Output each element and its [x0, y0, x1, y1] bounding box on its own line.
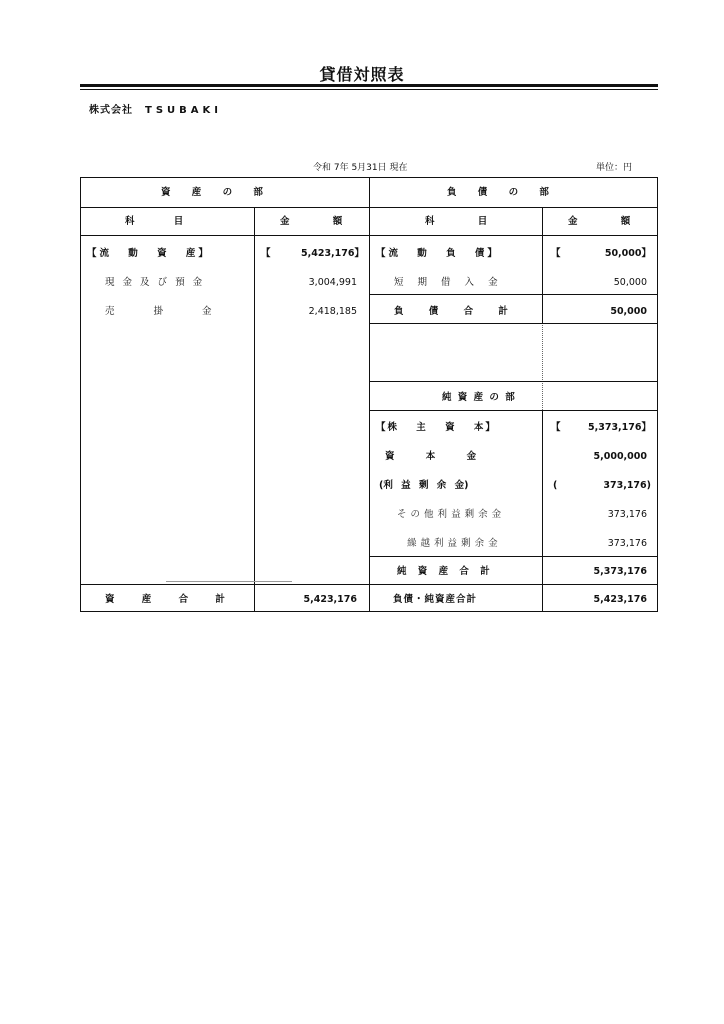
liab-amount-divider — [542, 207, 543, 323]
company-type: 株式会社 — [89, 105, 133, 116]
liabilities-section-header: 負 債 の 部 — [447, 187, 558, 198]
grand-total-rule — [81, 584, 657, 585]
other-retained-earnings-value: 373,176 — [607, 509, 647, 520]
current-liabilities-label: 【流 動 負 債】 — [376, 248, 500, 259]
asset-item-value: 3,004,991 — [308, 277, 357, 288]
liab-total-rule — [369, 323, 657, 324]
liability-item-label: 短 期 借 入 金 — [394, 277, 499, 288]
company-name — [89, 101, 222, 116]
current-assets-value: 5,423,176】 — [301, 248, 364, 259]
assets-total-label: 資 産 合 計 — [105, 594, 225, 605]
net-total-rule — [369, 556, 657, 557]
subheader-rule — [81, 235, 657, 236]
net-section-top — [369, 381, 657, 382]
center-divider — [369, 178, 370, 611]
carried-forward-earnings-value: 373,176 — [607, 538, 647, 549]
grand-total-value: 5,423,176 — [593, 594, 647, 605]
header-rule — [81, 207, 657, 208]
carried-forward-earnings-label: 繰 越 利 益 剰 余 金 — [407, 538, 498, 549]
liab-account-header: 科 目 — [425, 216, 488, 227]
liabilities-total-value: 50,000 — [610, 306, 647, 317]
shareholders-equity-value: 5,373,176】 — [588, 422, 651, 433]
shareholders-equity-bracket: 【 — [551, 422, 561, 433]
net-assets-total-label: 純 資 産 合 計 — [397, 566, 490, 577]
liabilities-total-label: 負 債 合 計 — [394, 306, 508, 317]
current-assets-label: 【流 動 資 産】 — [87, 248, 211, 259]
asset-item-label: 現 金 及 び 預 金 — [105, 277, 204, 288]
assets-amount-header: 金 額 — [280, 216, 343, 227]
current-assets-bracket: 【 — [261, 248, 271, 259]
document-title: 貸借対照表 — [319, 65, 405, 84]
report-date: 令和 7年 5月31日 現在 — [313, 163, 408, 173]
asset-item-value: 2,418,185 — [308, 306, 357, 317]
net-assets-section-header: 純 資 産 の 部 — [442, 392, 515, 403]
asset-item-label: 売 掛 金 — [105, 306, 212, 317]
liability-item-value: 50,000 — [613, 277, 647, 288]
net-assets-total-value: 5,373,176 — [593, 566, 647, 577]
net-section-header-rule — [369, 410, 657, 411]
other-retained-earnings-label: そ の 他 利 益 剰 余 金 — [397, 509, 502, 520]
shareholders-equity-label: 【株 主 資 本】 — [376, 422, 497, 433]
assets-section-header: 資 産 の 部 — [161, 187, 272, 198]
balance-sheet-table — [80, 177, 658, 612]
retained-earnings-bracket: ( — [553, 480, 558, 491]
current-liabilities-bracket: 【 — [551, 248, 561, 259]
liab-item-rule — [369, 294, 657, 295]
current-liabilities-value: 50,000】 — [604, 248, 651, 259]
company-name-en: TSUBAKI — [145, 105, 222, 116]
assets-total-value: 5,423,176 — [303, 594, 357, 605]
assets-amount-divider — [254, 207, 255, 611]
unit-label: 単位：円 — [596, 163, 633, 173]
assets-account-header: 科 目 — [125, 216, 184, 227]
liab-amount-header: 金 額 — [568, 216, 631, 227]
title-rule-thin — [80, 89, 658, 90]
retained-earnings-value: 373,176) — [603, 480, 651, 491]
capital-label: 資 本 金 — [385, 451, 477, 462]
retained-earnings-label: (利 益 剰 余 金) — [379, 480, 469, 491]
capital-value: 5,000,000 — [593, 451, 647, 462]
title-rule — [80, 84, 658, 87]
grand-total-label: 負債・純資産合計 — [393, 594, 478, 605]
net-amount-divider — [542, 410, 543, 611]
